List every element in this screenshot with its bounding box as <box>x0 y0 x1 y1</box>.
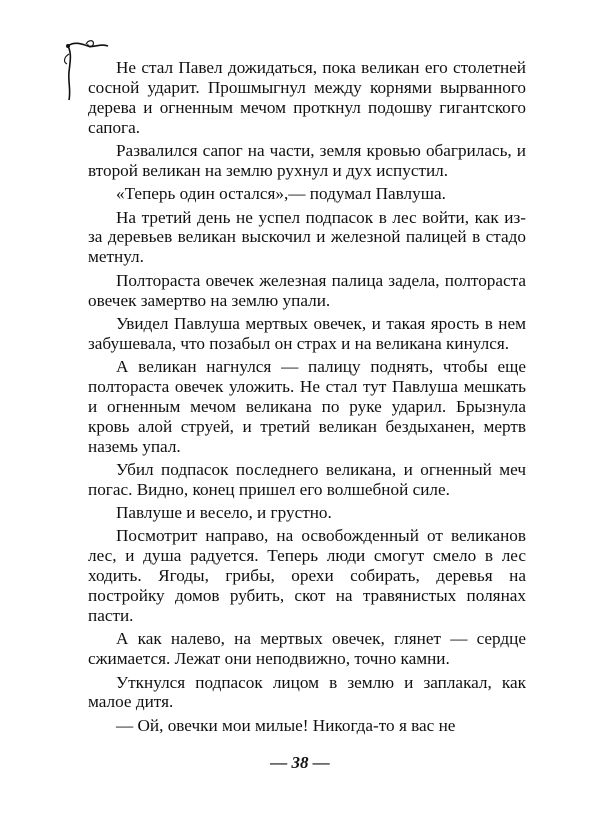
paragraph: Посмотрит направо, на освобожденный от великанов лес, и душа радуется. Теперь люди смогут смело в лес ходить. Ягоды, грибы, орехи собирать, деревья на постройку домов рубить, скот на травянистых полянах пасти. <box>88 526 526 626</box>
page-number: — 38 — <box>270 753 330 772</box>
page-text <box>88 58 526 739</box>
paragraph: Уткнулся подпасок лицом в землю и заплакал, как малое дитя. <box>88 672 526 712</box>
paragraph: На третий день не успел подпасок в лес войти, как из-за деревьев великан выскочил и железной палицей в стадо метнул. <box>88 207 526 267</box>
paragraph: Развалился сапог на части, земля кровью обагрилась, и второй великан на землю рухнул и дух испустил. <box>88 141 526 180</box>
paragraph: Убил подпасок последнего великана, и огненный меч погас. Видно, конец пришел его волшебной силе. <box>88 459 526 499</box>
paragraph: Увидел Павлуша мертвых овечек, и такая ярость в нем забушевала, что позабыл он страх и на великана кинулся. <box>88 313 526 353</box>
paragraph: Павлуше и весело, и грустно. <box>116 503 332 523</box>
paragraph: Не стал Павел дожидаться, пока великан его столетней сосной ударит. Прошмыгнул между корнями вырванного дерева и огненным мечом проткнул подошву гигантского сапога. <box>88 58 526 137</box>
paragraph: А как налево, на мертвых овечек, глянет — сердце сжимается. Лежат они неподвижно, точно камни. <box>88 629 526 669</box>
paragraph: А великан нагнулся — палицу поднять, чтобы еще полтораста овечек уложить. Не стал тут Павлуша мешкать и огненным мечом великана по руке ударил. Брызнула кровь алой струей, и третий великан бездыханен, мертв наземь упал. <box>88 357 526 456</box>
paragraph: «Теперь один остался»,— подумал Павлуша. <box>116 184 446 204</box>
paragraph: — Ой, овечки мои милые! Никогда-то я вас не <box>116 715 456 735</box>
paragraph: Полтораста овечек железная палица задела, полтораста овечек замертво на землю упали. <box>88 270 526 310</box>
